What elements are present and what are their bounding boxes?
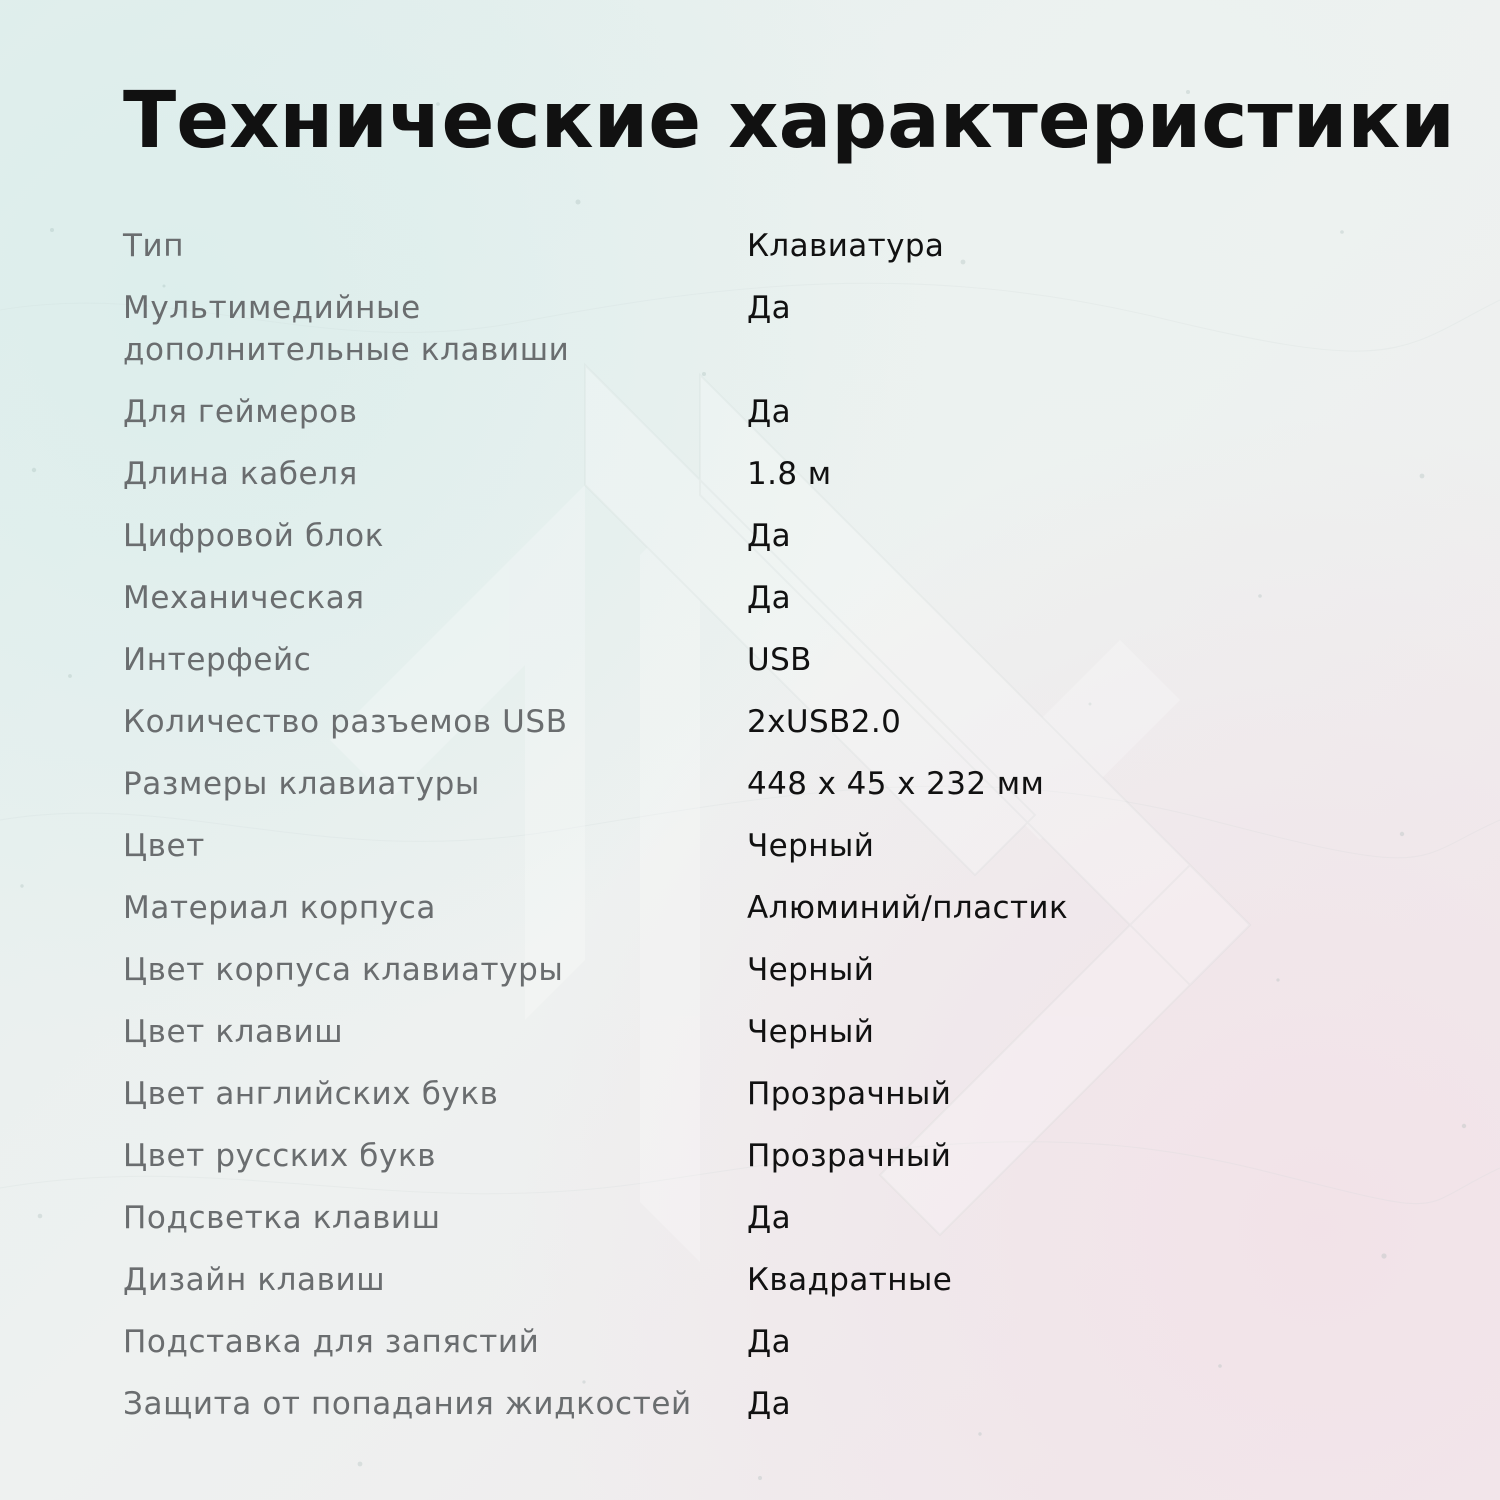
spec-row	[123, 1135, 1383, 1197]
spec-label: Цвет клавиш	[123, 1014, 344, 1050]
spec-row	[123, 1321, 1383, 1383]
spec-row	[123, 287, 1383, 391]
spec-label: Для геймеров	[123, 394, 358, 430]
spec-table	[123, 225, 1383, 1445]
spec-value: Да	[747, 1324, 792, 1360]
spec-value: 448 x 45 x 232 мм	[747, 766, 1045, 802]
spec-value: Прозрачный	[747, 1138, 952, 1174]
spec-value: Да	[747, 518, 792, 554]
spec-row	[123, 515, 1383, 577]
spec-value: Квадратные	[747, 1262, 953, 1298]
spec-label: Цифровой блок	[123, 518, 385, 554]
spec-label: Цвет английских букв	[123, 1076, 499, 1112]
spec-value: 2xUSB2.0	[747, 704, 902, 740]
spec-row	[123, 887, 1383, 949]
spec-label: Подсветка клавиш	[123, 1200, 441, 1236]
spec-value: Черный	[747, 1014, 875, 1050]
spec-label: Цвет	[123, 828, 205, 864]
spec-row	[123, 225, 1383, 287]
spec-row	[123, 1073, 1383, 1135]
spec-row	[123, 701, 1383, 763]
spec-label: Размеры клавиатуры	[123, 766, 480, 802]
spec-row	[123, 949, 1383, 1011]
spec-label: Интерфейс	[123, 642, 312, 678]
spec-row	[123, 577, 1383, 639]
spec-label: Цвет русских букв	[123, 1138, 437, 1174]
spec-value: Да	[747, 580, 792, 616]
spec-value: USB	[747, 642, 812, 678]
spec-label: Материал корпуса	[123, 890, 436, 926]
spec-value: Прозрачный	[747, 1076, 952, 1112]
spec-label: Мультимедийные дополнительные клавиши	[123, 290, 570, 368]
spec-value: Да	[747, 1386, 792, 1422]
spec-label: Защита от попадания жидкостей	[123, 1386, 692, 1422]
spec-value: Алюминий/пластик	[747, 890, 1069, 926]
spec-label: Длина кабеля	[123, 456, 358, 492]
spec-row	[123, 391, 1383, 453]
spec-label: Подставка для запястий	[123, 1324, 540, 1360]
spec-label: Дизайн клавиш	[123, 1262, 386, 1298]
spec-label: Тип	[123, 228, 185, 264]
spec-row	[123, 453, 1383, 515]
spec-value: Да	[747, 1200, 792, 1236]
spec-value: Черный	[747, 952, 875, 988]
spec-label: Количество разъемов USB	[123, 704, 568, 740]
spec-label: Механическая	[123, 580, 365, 616]
spec-value: Да	[747, 394, 792, 430]
spec-label: Цвет корпуса клавиатуры	[123, 952, 564, 988]
spec-row	[123, 1383, 1383, 1445]
spec-row	[123, 1197, 1383, 1259]
spec-row	[123, 1259, 1383, 1321]
spec-value: 1.8 м	[747, 456, 832, 492]
spec-value: Да	[747, 290, 792, 326]
spec-row	[123, 1011, 1383, 1073]
spec-value: Черный	[747, 828, 875, 864]
spec-row	[123, 763, 1383, 825]
spec-row	[123, 825, 1383, 887]
spec-row	[123, 639, 1383, 701]
page-title: Технические характеристики	[123, 76, 1455, 166]
spec-value: Клавиатура	[747, 228, 945, 264]
